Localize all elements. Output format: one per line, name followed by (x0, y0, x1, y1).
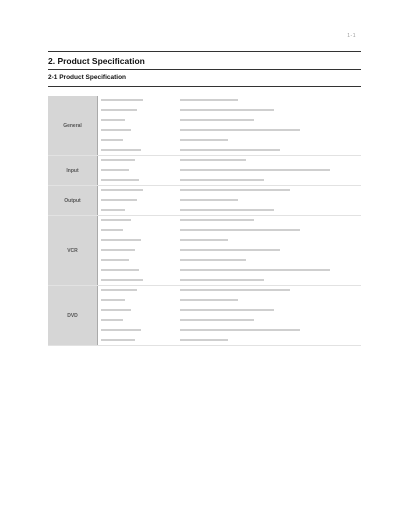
spec-value (180, 299, 238, 301)
spec-row (48, 266, 361, 276)
spec-row (48, 256, 361, 266)
subsection-rule (48, 86, 361, 87)
spec-key (101, 239, 141, 241)
spec-group-dvd (48, 286, 361, 346)
spec-value (180, 269, 330, 271)
spec-row (48, 116, 361, 126)
spec-key (101, 149, 141, 151)
spec-row (48, 216, 361, 226)
spec-value (180, 239, 228, 241)
page-number: 1-1 (347, 33, 356, 39)
spec-key (101, 319, 123, 321)
spec-key (101, 189, 143, 191)
spec-key (101, 259, 129, 261)
spec-value (180, 209, 274, 211)
spec-value (180, 109, 274, 111)
spec-group-vcr (48, 216, 361, 286)
spec-value (180, 249, 280, 251)
spec-key (101, 99, 143, 101)
spec-row (48, 236, 361, 246)
spec-row (48, 226, 361, 236)
spec-value (180, 139, 228, 141)
spec-row (48, 246, 361, 256)
spec-row (48, 196, 361, 206)
spec-group-general (48, 96, 361, 156)
section-title: 2. Product Specification (48, 56, 145, 66)
spec-group-label: DVD (48, 286, 98, 346)
spec-key (101, 159, 135, 161)
spec-key (101, 339, 135, 341)
subsection-title: 2-1 Product Specification (48, 74, 127, 81)
spec-key (101, 329, 141, 331)
spec-value (180, 279, 264, 281)
spec-row (48, 166, 361, 176)
title-rule-top (48, 51, 361, 52)
spec-key (101, 269, 139, 271)
spec-row (48, 316, 361, 326)
spec-row (48, 126, 361, 136)
spec-key (101, 179, 139, 181)
spec-value (180, 159, 246, 161)
spec-value (180, 219, 254, 221)
spec-value (180, 329, 300, 331)
spec-key (101, 139, 123, 141)
spec-group-input (48, 156, 361, 186)
spec-value (180, 149, 280, 151)
spec-key (101, 289, 137, 291)
spec-group-label: Output (48, 186, 98, 216)
spec-key (101, 249, 135, 251)
spec-key (101, 199, 137, 201)
spec-group-label: Input (48, 156, 98, 186)
spec-value (180, 339, 228, 341)
spec-value (180, 289, 290, 291)
spec-value (180, 319, 254, 321)
spec-key (101, 129, 131, 131)
spec-value (180, 309, 274, 311)
spec-row (48, 306, 361, 316)
spec-row (48, 186, 361, 196)
spec-value (180, 229, 300, 231)
spec-key (101, 309, 131, 311)
spec-key (101, 219, 131, 221)
spec-value (180, 189, 290, 191)
spec-group-output (48, 186, 361, 216)
spec-row (48, 96, 361, 106)
spec-key (101, 279, 143, 281)
spec-row (48, 156, 361, 166)
spec-row (48, 326, 361, 336)
spec-value (180, 129, 300, 131)
spec-value (180, 169, 330, 171)
spec-value (180, 199, 238, 201)
spec-row (48, 296, 361, 306)
spec-key (101, 169, 129, 171)
spec-key (101, 299, 125, 301)
spec-key (101, 229, 123, 231)
spec-value (180, 119, 254, 121)
spec-key (101, 209, 125, 211)
spec-value (180, 179, 264, 181)
spec-key (101, 109, 137, 111)
spec-group-label: VCR (48, 216, 98, 286)
spec-group-label: General (48, 96, 98, 156)
title-rule-bottom (48, 69, 361, 70)
spec-value (180, 99, 238, 101)
spec-value (180, 259, 246, 261)
spec-row (48, 286, 361, 296)
spec-row (48, 136, 361, 146)
spec-key (101, 119, 125, 121)
spec-row (48, 106, 361, 116)
group-divider (48, 345, 361, 346)
spec-table (48, 96, 361, 346)
